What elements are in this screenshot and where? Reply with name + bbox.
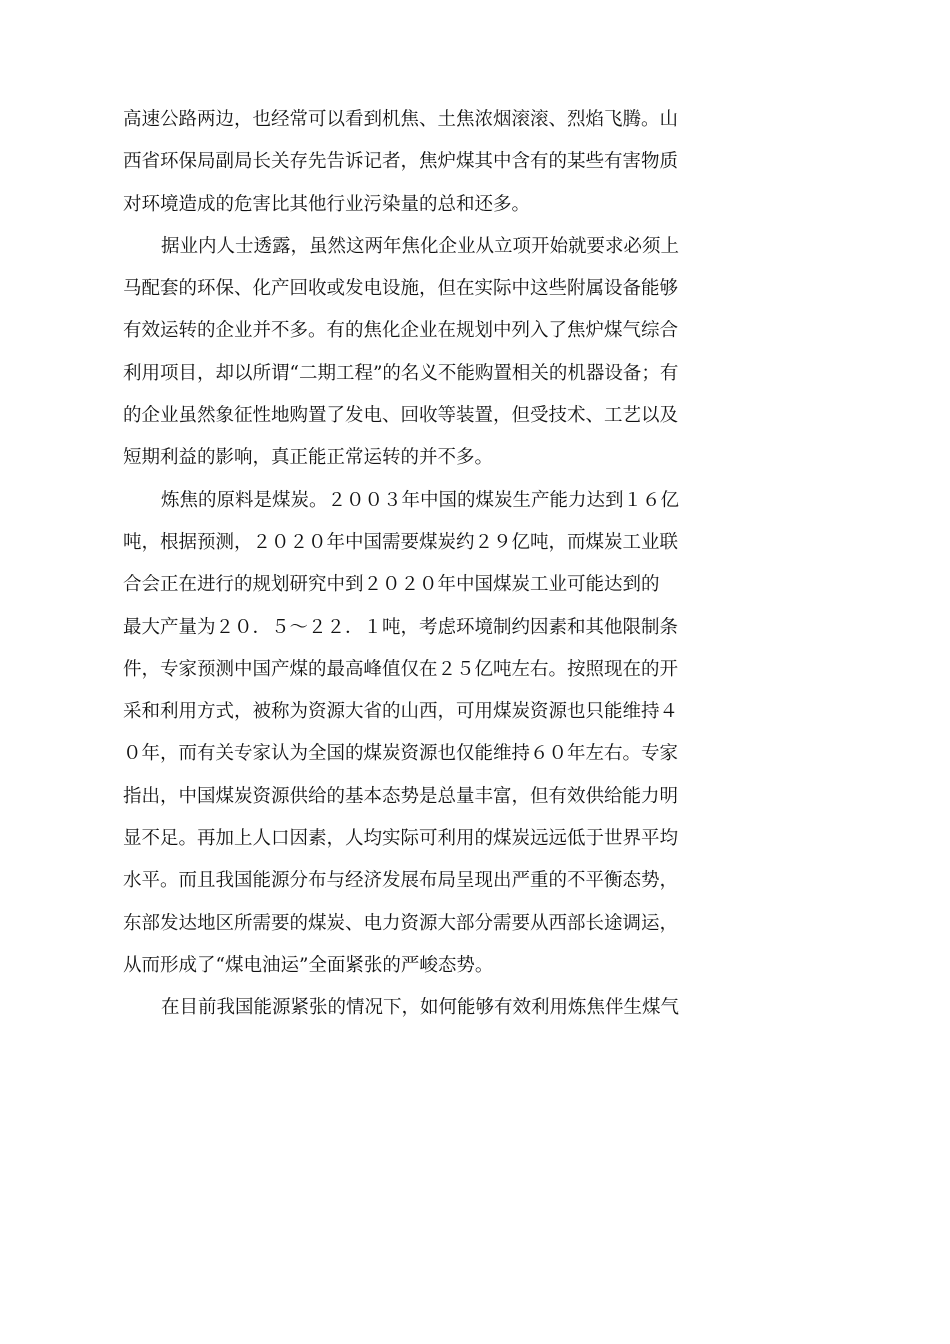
text-line: 有效运转的企业并不多。有的焦化企业在规划中列入了焦炉煤气综合 [123,320,679,342]
text-line: 合会正在进行的规划研究中到２０２０年中国煤炭工业可能达到的 [123,574,660,596]
text-line: 炼焦的原料是煤炭。２００３年中国的煤炭生产能力达到１６亿 [161,489,680,511]
text-line: 马配套的环保、化产回收或发电设施，但在实际中这些附属设备能够 [123,278,679,300]
text-line: 西省环保局副局长关存先告诉记者，焦炉煤其中含有的某些有害物质 [123,151,679,173]
text-line: ０年，而有关专家认为全国的煤炭资源也仅能维持６０年左右。专家 [123,743,679,765]
text-line: 水平。而且我国能源分布与经济发展布局呈现出严重的不平衡态势， [123,870,679,892]
text-line: 高速公路两边，也经常可以看到机焦、土焦浓烟滚滚、烈焰飞腾。山 [123,109,679,130]
text-line: 显不足。再加上人口因素，人均实际可利用的煤炭远远低于世界平均 [123,828,679,850]
paragraph [123,99,689,226]
text-line: 在目前我国能源紧张的情况下，如何能够有效利用炼焦伴生煤气 [161,997,680,1019]
text-line: 件，专家预测中国产煤的最高峰值仅在２５亿吨左右。按照现在的开 [123,658,679,680]
paragraph [123,987,689,1029]
document-body [123,99,689,1030]
paragraph [123,226,689,480]
text-line: 最大产量为２０．５～２２．１吨，考虑环境制约因素和其他限制条 [123,616,679,638]
text-line: 的企业虽然象征性地购置了发电、回收等装置，但受技术、工艺以及 [123,405,679,427]
text-line: 吨，根据预测，２０２０年中国需要煤炭约２９亿吨，而煤炭工业联 [123,531,679,553]
text-line: 东部发达地区所需要的煤炭、电力资源大部分需要从西部长途调运， [123,912,679,934]
text-line: 对环境造成的危害比其他行业污染量的总和还多。 [123,193,531,215]
paragraph [123,480,689,988]
text-line: 利用项目，却以所谓“二期工程”的名义不能购置相关的机器设备；有 [123,362,679,384]
text-line: 从而形成了“煤电油运”全面紧张的严峻态势。 [123,954,494,976]
text-line: 据业内人士透露，虽然这两年焦化企业从立项开始就要求必须上 [161,235,680,257]
text-line: 采和利用方式，被称为资源大省的山西，可用煤炭资源也只能维持４ [123,701,679,723]
text-line: 指出，中国煤炭资源供给的基本态势是总量丰富，但有效供给能力明 [123,785,679,807]
text-line: 短期利益的影响，真正能正常运转的并不多。 [123,447,494,469]
